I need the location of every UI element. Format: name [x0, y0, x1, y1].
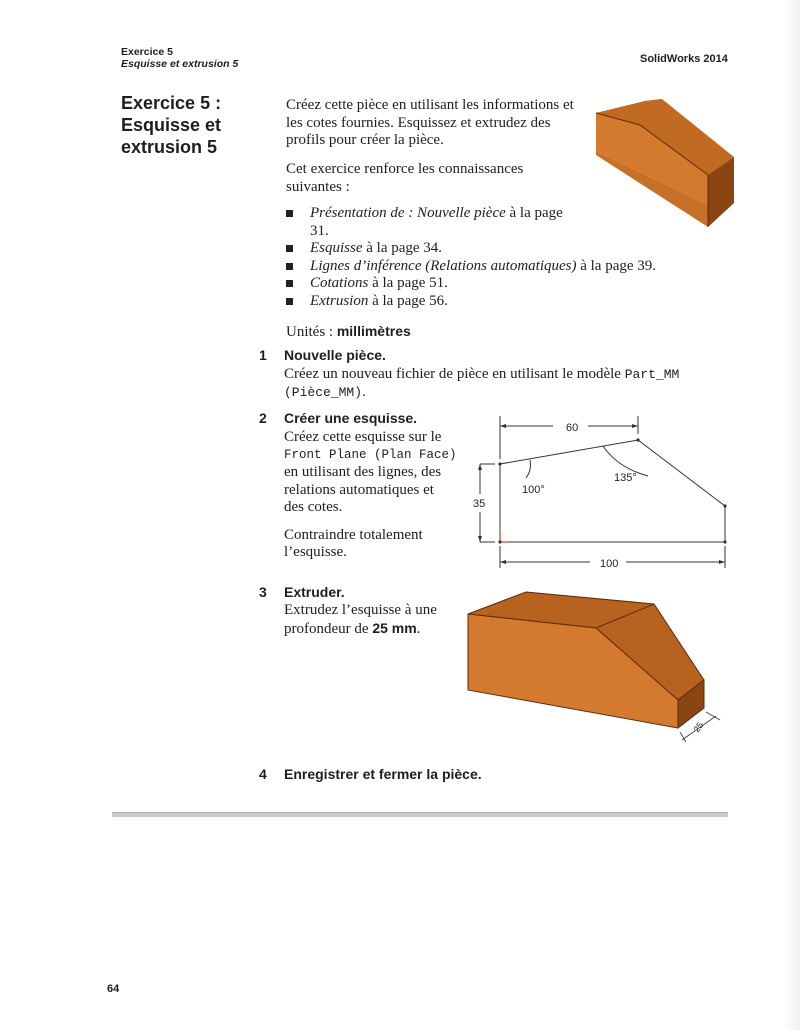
step-text: . [362, 383, 366, 400]
binding-edge [785, 0, 800, 1030]
extruded-part-image [464, 590, 728, 760]
bullet-square-icon [286, 210, 293, 217]
skill-item [286, 205, 566, 240]
section-title-line1: Exercice 5 : [121, 93, 222, 113]
step-text: Créez cette esquisse sur le [284, 429, 442, 445]
skill-link[interactable]: Lignes d’inférence (Relations automatiques) [310, 257, 577, 274]
dim-left-label: 35 [473, 498, 486, 510]
skill-page: à la page 34. [362, 240, 443, 256]
bullet-square-icon [286, 298, 293, 305]
skill-link[interactable]: Extrusion [310, 292, 369, 309]
angle-left-label: 100° [522, 484, 545, 496]
step-title: Créer une esquisse. [284, 410, 418, 426]
angle-right-label: 135° [614, 472, 637, 484]
units-label: Unités : [286, 324, 337, 340]
step-number: 3 [259, 584, 267, 600]
running-header [121, 46, 238, 70]
skill-link[interactable]: Cotations [310, 275, 369, 291]
bullet-square-icon [286, 263, 293, 270]
step-text: relations automatiques et [284, 481, 434, 498]
template-name: Part_MM [624, 367, 680, 382]
section-title-line2: Esquisse et [121, 115, 222, 135]
intro-line: Créez cette pièce en utilisant les informations et [286, 97, 574, 113]
skill-page: à la page 51. [368, 275, 448, 291]
header-subtitle: Esquisse et extrusion 5 [121, 58, 239, 70]
skill-item [286, 293, 706, 311]
step-text: Extrudez l’esquisse à une [284, 602, 437, 618]
skill-link[interactable]: Esquisse [310, 240, 363, 256]
step-number: 1 [259, 347, 267, 363]
skill-item [286, 240, 706, 258]
step-body [284, 429, 464, 562]
section-title [121, 92, 271, 158]
step-title: Enregistrer et fermer la pièce. [284, 766, 482, 782]
skill-page: à la page 56. [368, 292, 448, 309]
skill-link[interactable]: Présentation de : Nouvelle pièce [310, 205, 506, 221]
skill-item [286, 275, 706, 293]
step-text: profondeur de [284, 620, 373, 637]
step-text: des cotes. [284, 499, 343, 515]
step-title: Nouvelle pièce. [284, 347, 386, 363]
step-body [284, 602, 464, 638]
page-number: 64 [107, 983, 120, 995]
section-divider [112, 812, 728, 817]
sketch-drawing [468, 412, 733, 572]
step-text: Créez un nouveau fichier de pièce en utilisant le modèle [284, 366, 625, 382]
header-product: SolidWorks 2014 [640, 53, 728, 65]
template-name-fr: (Pièce_MM) [284, 384, 363, 400]
step-body [284, 366, 734, 401]
plane-name: Front Plane (Plan Face) [284, 447, 457, 462]
step-text: . [416, 620, 421, 637]
step-number: 2 [259, 410, 267, 426]
skills-paragraph [286, 161, 576, 196]
skill-item [286, 258, 706, 276]
dim-top-label: 60 [566, 422, 579, 434]
depth-dim-label: 25 [691, 720, 706, 735]
intro-paragraph [286, 97, 596, 150]
skill-page: à la page 39. [576, 257, 657, 274]
intro-line: les cotes fournies. Esquissez et extrudez des [286, 114, 551, 131]
skill-page: à la page 31. [310, 205, 563, 239]
skills-line: Cet exercice renforce les connaissances [286, 161, 524, 177]
step-text: l’esquisse. [284, 544, 347, 560]
intro-line: profils pour créer la pièce. [286, 132, 444, 148]
section-title-line3: extrusion 5 [121, 137, 218, 157]
header-exercise: Exercice 5 [121, 46, 173, 58]
units-value: millimètres [336, 323, 411, 339]
step-text: Contraindre totalement [284, 526, 423, 543]
step-number: 4 [259, 766, 267, 782]
dim-bottom-label: 100 [600, 558, 619, 570]
step-title: Extruder. [284, 584, 345, 600]
depth-value: 25 mm [372, 619, 417, 636]
skills-list [286, 205, 706, 310]
step-text: en utilisant des lignes, des [284, 464, 442, 480]
units-line [286, 323, 411, 341]
skills-line: suivantes : [286, 178, 350, 195]
bullet-square-icon [286, 245, 293, 252]
bullet-square-icon [286, 280, 293, 287]
